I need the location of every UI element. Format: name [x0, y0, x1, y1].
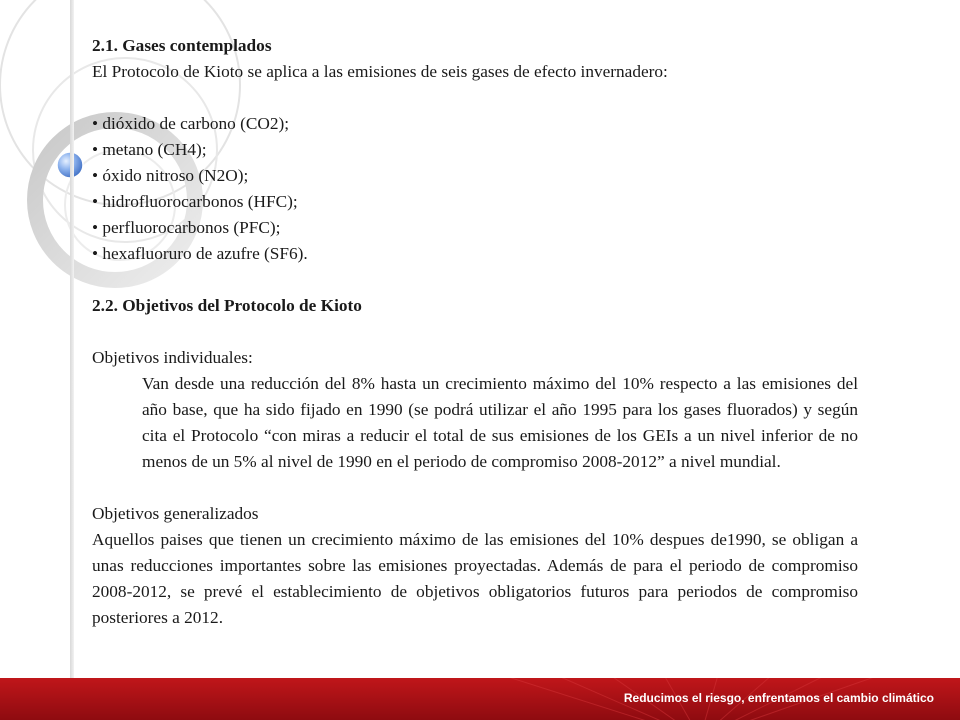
list-item: • perfluorocarbonos (PFC);: [92, 218, 281, 237]
individual-objectives-label: Objetivos individuales:: [92, 348, 253, 367]
list-item: • óxido nitroso (N2O);: [92, 166, 249, 185]
left-vertical-bar: [70, 0, 74, 678]
general-objectives-label: Objetivos generalizados: [92, 504, 259, 523]
list-item: • metano (CH4);: [92, 140, 207, 159]
slide-content: [92, 33, 858, 631]
individual-objectives-text: Van desde una reducción del 8% hasta un crecimiento máximo del 10% respecto a las emisiones del año base, que ha sido fijado en 1990 (se podrá utilizar el año 1995 para los gases fluorados) y según cita el Protocolo “con miras a reducir el total de sus emisiones de los GEIs a un nivel inferior de no menos de un 5% al nivel de 1990 en el periodo de compromiso 2008-2012” a nivel mundial.: [142, 374, 858, 471]
list-item: • dióxido de carbono (CO2);: [92, 114, 290, 133]
list-item: • hexafluoruro de azufre (SF6).: [92, 244, 308, 263]
section2-heading: 2.2. Objetivos del Protocolo de Kioto: [92, 296, 362, 315]
list-item: • hidrofluorocarbonos (HFC);: [92, 192, 298, 211]
footer-tagline: Reducimos el riesgo, enfrentamos el cambio climático: [623, 691, 934, 705]
section1-heading: 2.1. Gases contemplados: [92, 36, 272, 55]
general-objectives-text: Aquellos paises que tienen un crecimiento máximo de las emisiones del 10% despues de1990, se obligan a unas reducciones importantes sobre las emisiones proyectadas. Además de para el periodo de compromiso 2008-2012, se prevé el establecimiento de objetivos obligatorios futuros para periodos de compromiso posteriores a 2012.: [92, 530, 858, 627]
gas-list: [92, 111, 858, 267]
footer-bar: [0, 678, 960, 720]
section1-intro: El Protocolo de Kioto se aplica a las emisiones de seis gases de efecto invernadero:: [92, 62, 668, 81]
